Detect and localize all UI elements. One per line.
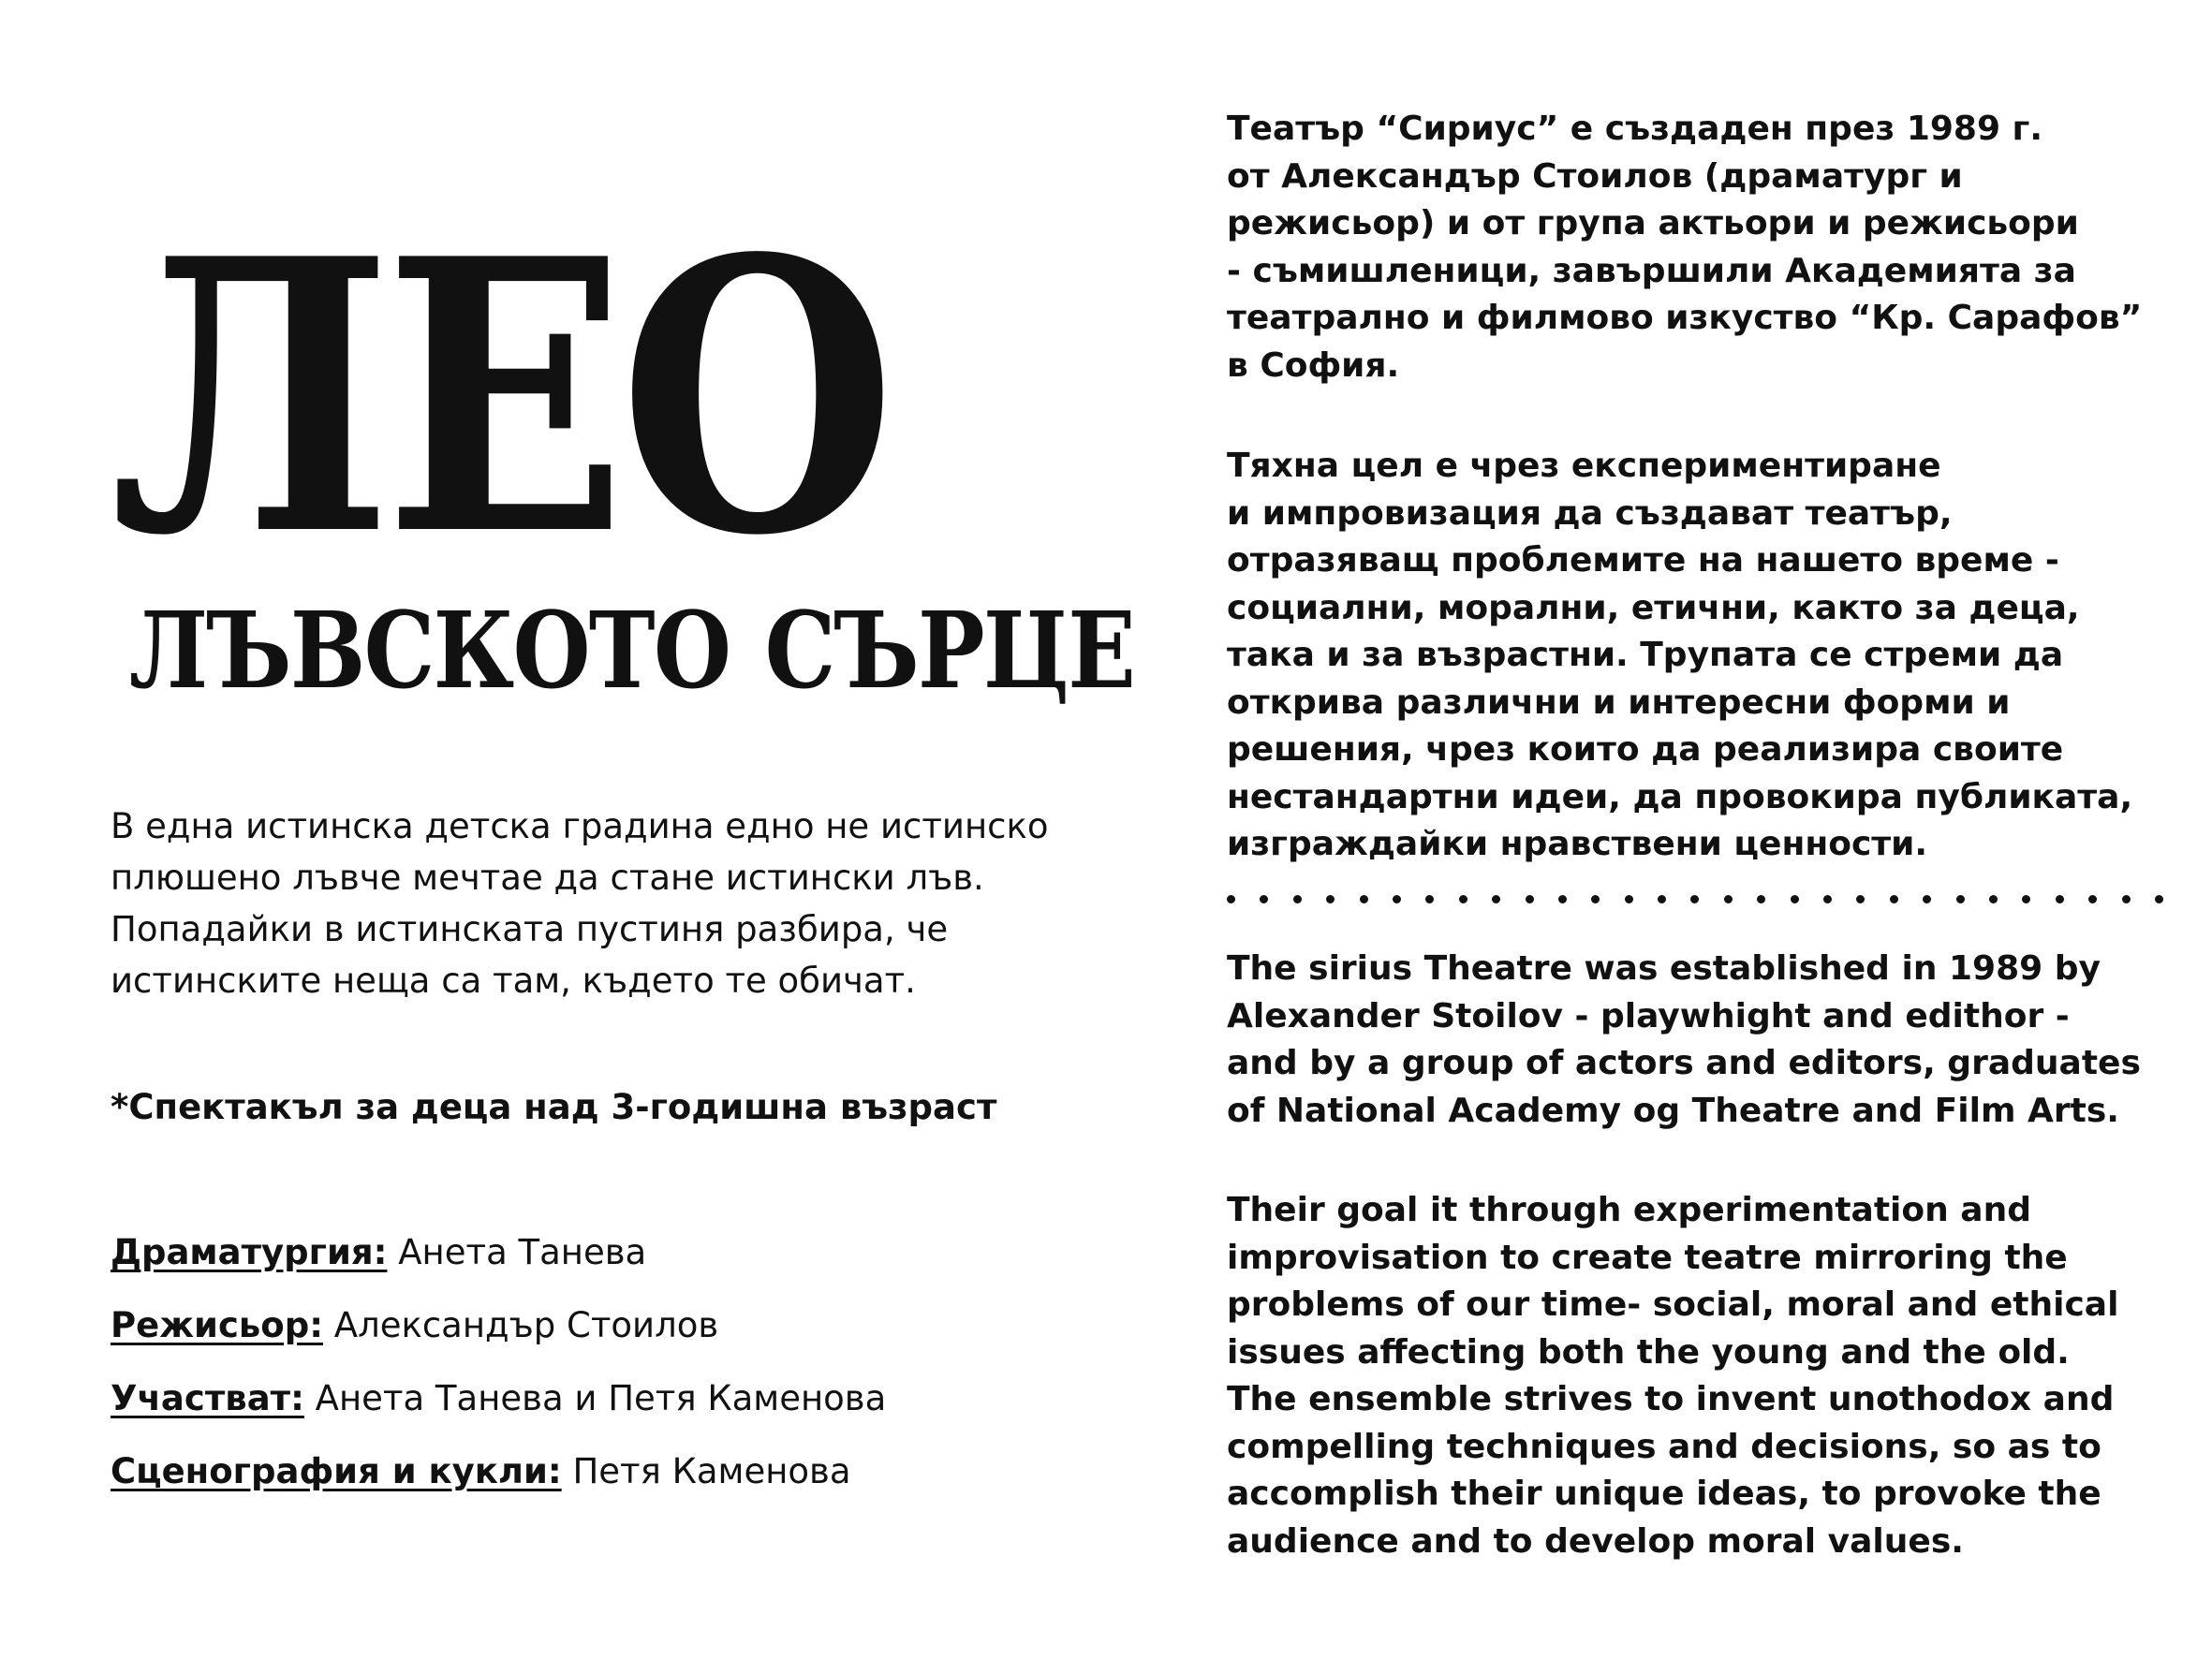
text-line: The sirius Theatre was established in 1989 by bbox=[1227, 949, 2101, 988]
text-line: Alexander Stoilov - playwhight and edithor - bbox=[1227, 996, 2070, 1035]
about-bg-paragraph-2 bbox=[1227, 443, 2163, 869]
about-en-paragraph-1 bbox=[1227, 946, 2163, 1135]
text-line: accomplish their unique ideas, to provoke the bbox=[1227, 1475, 2101, 1513]
divider-dot bbox=[2088, 895, 2097, 903]
credit-director bbox=[111, 1299, 1103, 1373]
text-line: режисьор) и от група актьори и режисьори bbox=[1227, 204, 2079, 242]
credit-value: Анета Танева bbox=[387, 1232, 647, 1272]
divider-dot bbox=[1757, 895, 1765, 903]
divider-dot bbox=[2155, 895, 2163, 903]
divider-dot bbox=[1260, 895, 1268, 903]
text-line: Тяхна цел е чрез експериментиране bbox=[1227, 447, 1941, 485]
text-line: в София. bbox=[1227, 345, 1400, 385]
about-bg-paragraph-1 bbox=[1227, 106, 2163, 389]
divider-dot bbox=[1425, 895, 1434, 903]
credit-value: Анета Танева и Петя Каменова bbox=[303, 1378, 887, 1418]
text-line: - съмишленици, завършили Академията за bbox=[1227, 251, 2076, 290]
divider-dot bbox=[1989, 895, 1998, 903]
text-line: от Александър Стоилов (драматург и bbox=[1227, 156, 1963, 196]
text-line: problems of our time- social, moral and ethical bbox=[1227, 1285, 2119, 1324]
text-line: социални, морални, етични, както за деца, bbox=[1227, 588, 2080, 627]
text-line: improvisation to create teatre mirroring the bbox=[1227, 1238, 2068, 1277]
divider-dot bbox=[1492, 895, 1500, 903]
divider-dot bbox=[2056, 895, 2064, 903]
credits bbox=[111, 1226, 1103, 1519]
divider-dot bbox=[1791, 895, 1799, 903]
credit-value: Петя Каменова bbox=[561, 1451, 851, 1491]
subtitle-word: СЪРЦЕ bbox=[764, 590, 1135, 712]
divider-dot bbox=[1360, 895, 1368, 903]
divider-dot bbox=[1227, 895, 1235, 903]
credit-cast bbox=[111, 1373, 1103, 1446]
divider-dot bbox=[1823, 895, 1832, 903]
text-line: така и за възрастни. Трупата се стреми да bbox=[1227, 636, 2064, 674]
divider-dot bbox=[1956, 895, 1965, 903]
text-line: issues affecting both the young and the old. bbox=[1227, 1332, 2070, 1372]
age-note: *Спектакъл за деца над 3-годишна възраст bbox=[111, 1087, 997, 1127]
divider-dot bbox=[1591, 895, 1600, 903]
show-title: ЛЕО bbox=[111, 178, 889, 618]
text-line: Театър “Сириус” е създаден през 1989 г. bbox=[1227, 110, 2043, 148]
divider-dot bbox=[1393, 895, 1401, 903]
credit-scenography bbox=[111, 1446, 1103, 1519]
divider-dot bbox=[2122, 895, 2131, 903]
text-line: The ensemble strives to invent unothodox and bbox=[1227, 1380, 2115, 1418]
text-line: audience and to develop moral values. bbox=[1227, 1521, 1964, 1561]
divider-dot bbox=[1690, 895, 1699, 903]
divider-dot bbox=[1923, 895, 1931, 903]
divider-dot bbox=[1526, 895, 1534, 903]
divider-dot bbox=[1625, 895, 1633, 903]
divider-dot bbox=[1658, 895, 1666, 903]
subtitle-word: ЛЪВСКОТО bbox=[129, 590, 730, 712]
show-subtitle bbox=[129, 590, 1135, 712]
text-line: решения, чрез които да реализира своите bbox=[1227, 730, 2064, 769]
text-line: открива различни и интересни форми и bbox=[1227, 683, 2011, 722]
about-en-paragraph-2 bbox=[1227, 1187, 2163, 1565]
credit-label: Режисьор: bbox=[111, 1305, 323, 1345]
text-line: Their goal it through experimentation and bbox=[1227, 1191, 2031, 1229]
text-line: изграждайки нравствени ценности. bbox=[1227, 825, 1928, 863]
text-line: of National Academy og Theatre and Film Arts. bbox=[1227, 1091, 2119, 1130]
divider-dot bbox=[1856, 895, 1865, 903]
synopsis: В една истинска детска градина едно не истинско плюшено лъвче мечтае да стане истински лъв. Попадайки в истинската пустиня разбира, че истинските неща са там, където те обичат. bbox=[111, 806, 1049, 1001]
divider-dot bbox=[1293, 895, 1302, 903]
text-line: театрално и филмово изкуство “Кр. Сарафов” bbox=[1227, 299, 2143, 337]
credit-label: Участват: bbox=[111, 1378, 304, 1418]
divider-dot bbox=[1326, 895, 1335, 903]
credit-value: Александър Стоилов bbox=[323, 1305, 719, 1345]
text-line: нестандартни идеи, да провокира публиката, bbox=[1227, 777, 2133, 816]
text-line: compelling techniques and decisions, so as to bbox=[1227, 1427, 2101, 1466]
divider-dot bbox=[1558, 895, 1567, 903]
dotted-divider bbox=[1227, 889, 2163, 908]
divider-dot bbox=[1890, 895, 1898, 903]
divider-dot bbox=[2022, 895, 2030, 903]
credit-label: Драматургия: bbox=[111, 1232, 388, 1272]
text-line: и импровизация да създават театър, bbox=[1227, 493, 1953, 533]
divider-dot bbox=[1724, 895, 1733, 903]
credit-label: Сценография и кукли: bbox=[111, 1451, 562, 1491]
credit-dramaturgy bbox=[111, 1226, 1103, 1299]
text-line: отразяващ проблемите на нашето време - bbox=[1227, 541, 2059, 580]
divider-dot bbox=[1459, 895, 1467, 903]
text-line: and by a group of actors and editors, graduates bbox=[1227, 1044, 2141, 1082]
